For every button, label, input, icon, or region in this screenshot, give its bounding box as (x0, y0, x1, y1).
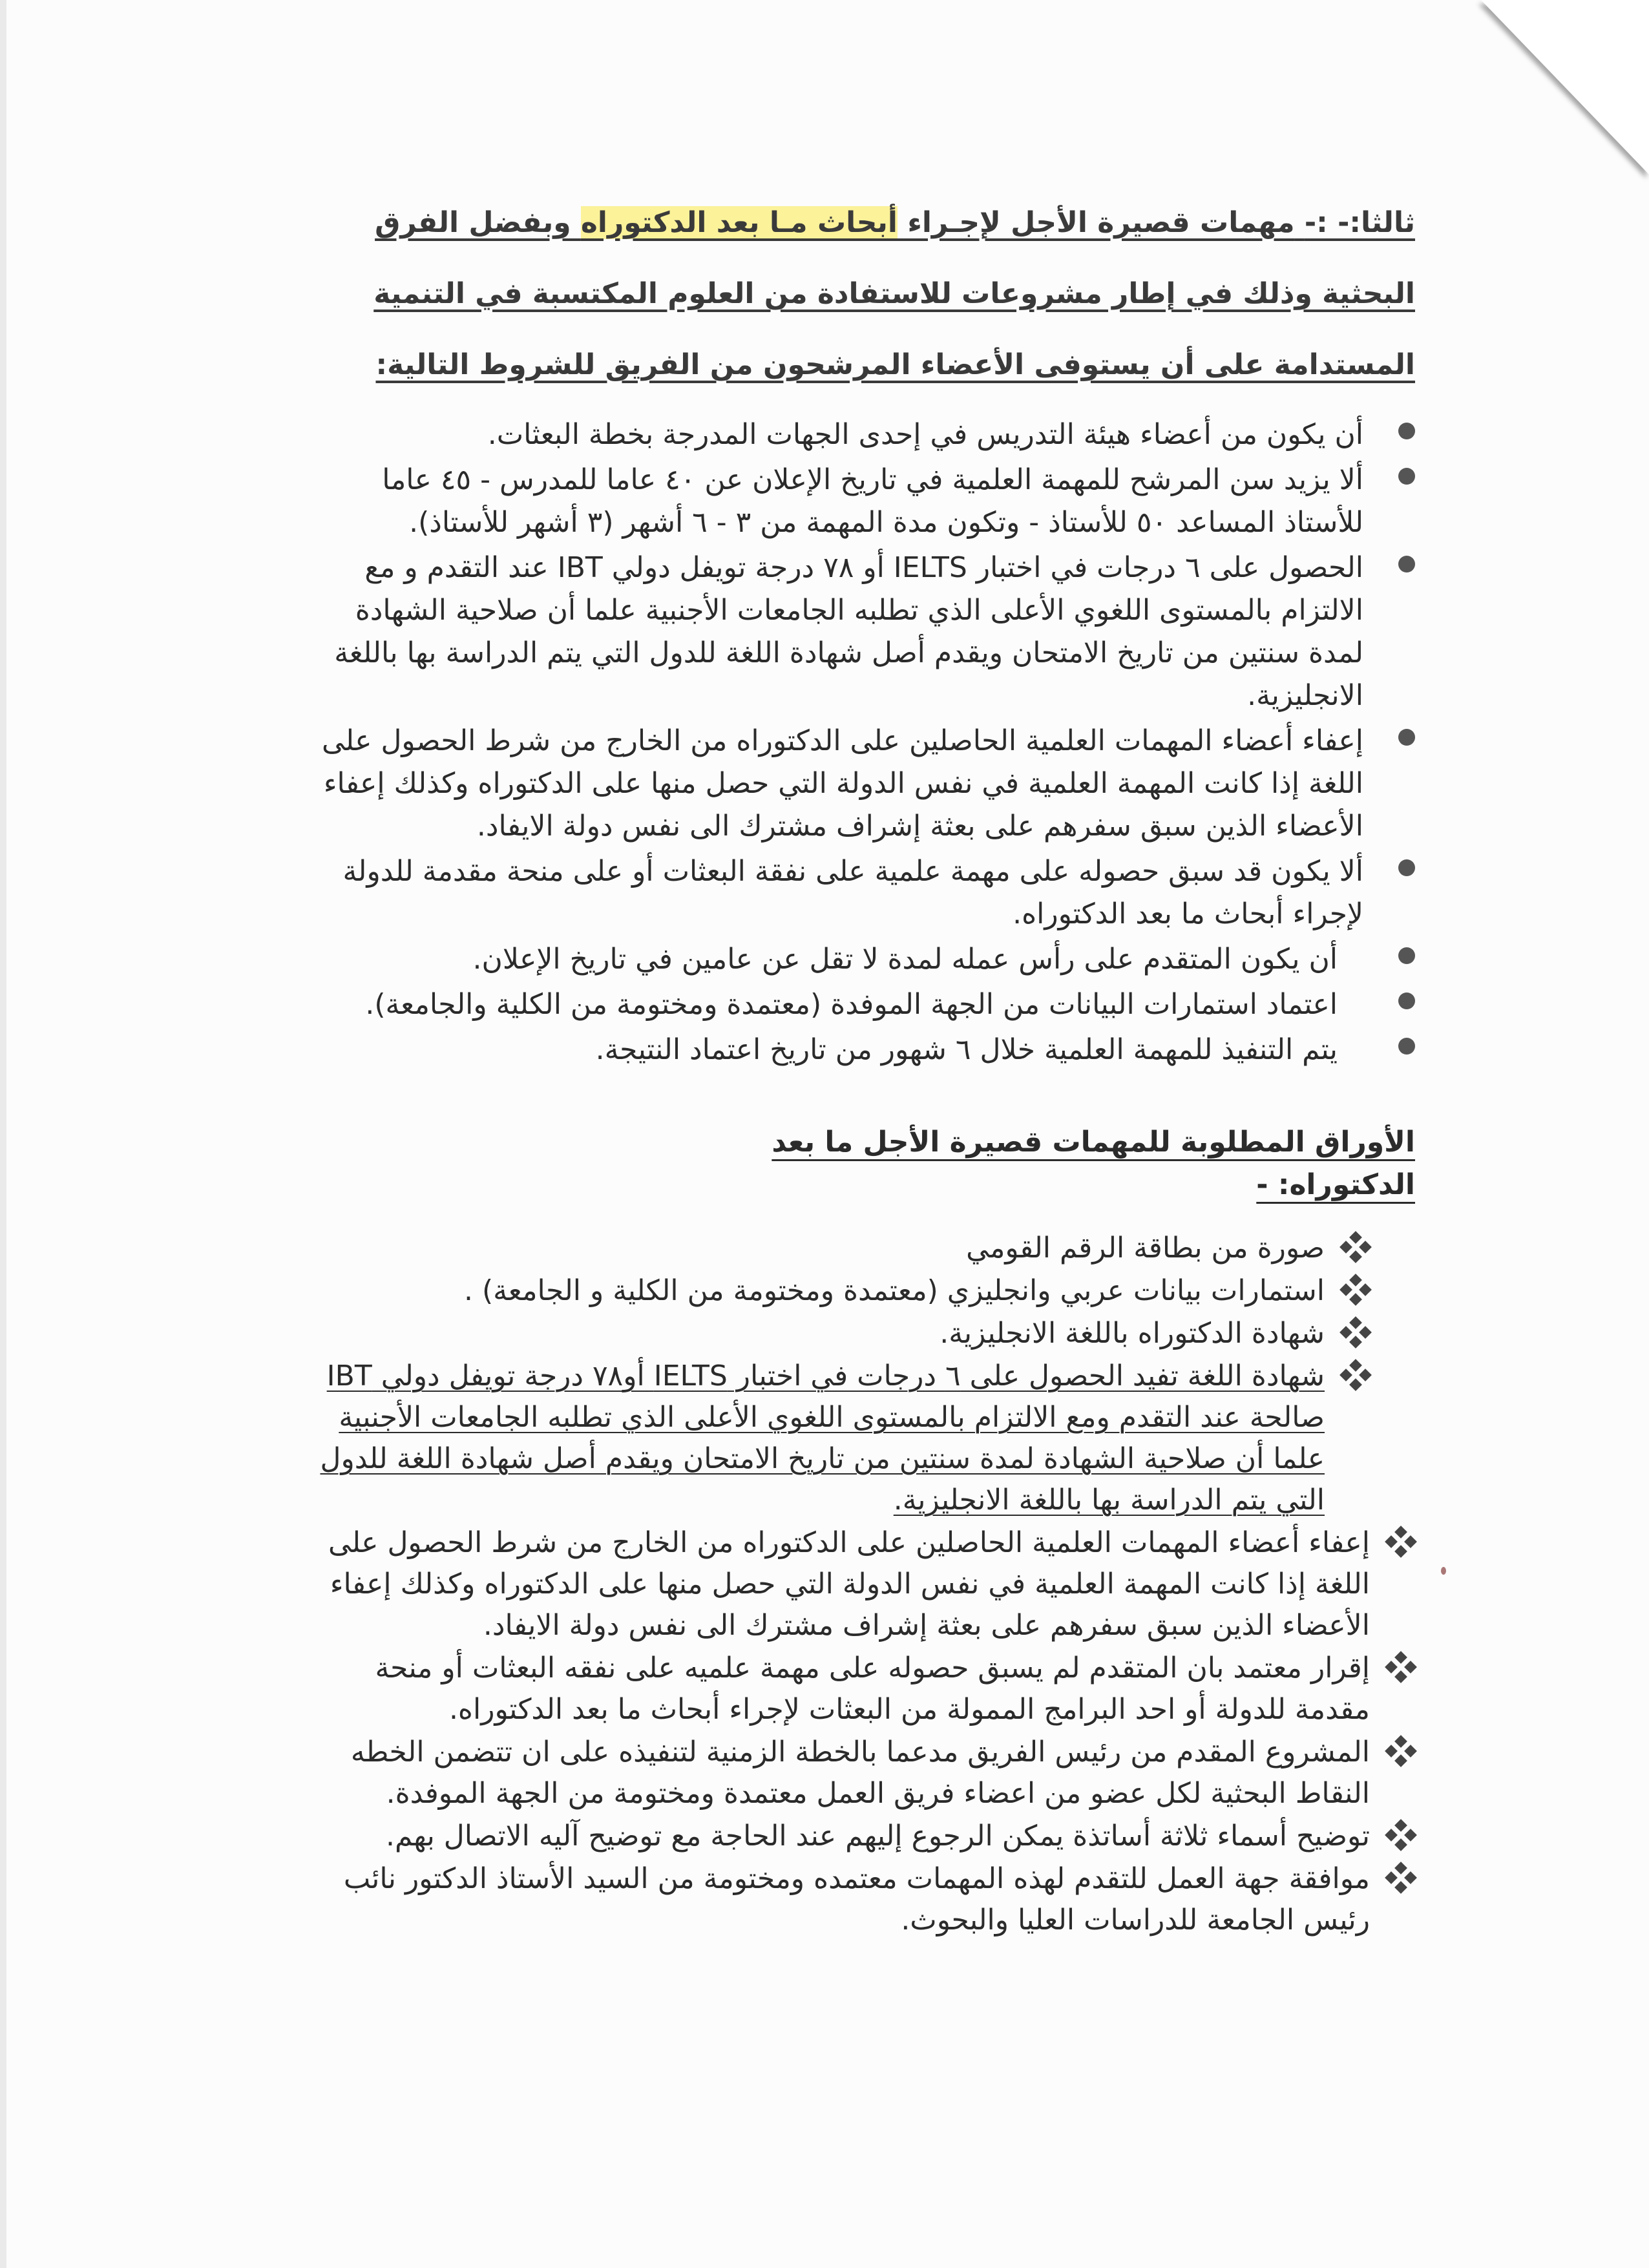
diamond-bullet-icon (1387, 1821, 1415, 1849)
requirement-text: يتم التنفيذ للمهمة العلمية خلال ٦ شهور من تاريخ اعتماد النتيجة. (595, 1033, 1338, 1066)
heading-line-2-text: البحثية وذلك في إطار مشروعات للاستفادة من العلوم المكتسبة في التنمية (373, 277, 1415, 310)
diamond-bullet-icon (1341, 1233, 1370, 1261)
document-text: إقرار معتمد بان المتقدم لم يسبق حصوله على مهمة علميه على نفقه البعثات أو منحة مقدمة للدولة أو احد البرامج الممولة من البعثات لإجراء أبحاث ما بعد الدكتوراه. (375, 1652, 1370, 1726)
bullet-icon (1398, 947, 1415, 964)
diamond-bullet-icon (1341, 1318, 1370, 1347)
heading-line-3 (362, 330, 1415, 401)
requirement-item (304, 850, 1415, 936)
requirement-item (304, 938, 1415, 981)
requirement-item (304, 414, 1415, 456)
document-text: توضيح أسماء ثلاثة أساتذة يمكن الرجوع إليهم عند الحاجة مع توضيح آليه الاتصال بهم. (386, 1820, 1370, 1853)
requirement-item (304, 1029, 1415, 1071)
document-item (304, 1522, 1415, 1646)
scan-edge (0, 0, 6, 2268)
requirement-item (304, 983, 1415, 1026)
document-text: شهادة الدكتوراه باللغة الانجليزية. (940, 1317, 1325, 1350)
requirement-text: ألا يزيد سن المرشح للمهمة العلمية في تاريخ الإعلان عن ٤٠ عاما للمدرس - ٤٥ عاما للأستاذ المساعد ٥٠ للأستاذ - وتكون مدة المهمة من ٣ - ٦ أشهر (٣ أشهر للأستاذ). (382, 463, 1363, 539)
bullet-icon (1398, 556, 1415, 572)
bullet-icon (1398, 729, 1415, 746)
heading-line-1-end: وبفضل الفرق (375, 206, 581, 239)
heading-line-1-start: مهمات قصيرة الأجل لإجـراء (898, 206, 1295, 239)
requirement-text: ألا يكون قد سبق حصوله على مهمة علمية على نفقة البعثات أو على منحة مقدمة للدولة لإجراء أبحاث ما بعد الدكتوراه. (342, 855, 1363, 930)
diamond-bullet-icon (1387, 1653, 1415, 1681)
document-item (304, 1356, 1415, 1521)
diamond-bullet-icon (1341, 1361, 1370, 1389)
bullet-icon (1398, 992, 1415, 1009)
folded-corner (1481, 0, 1649, 174)
document-text: صورة من بطاقة الرقم القومي (966, 1232, 1325, 1265)
heading-highlight: أبحاث مـا بعد الدكتوراه (580, 206, 898, 239)
requirement-text: الحصول على ٦ درجات في اختبار IELTS أو ٧٨ درجة تويفل دولي IBT عند التقدم و مع الالتزام بالمستوى اللغوي الأعلى الذي تطلبه الجامعات الأجنبية علما أن صلاحية الشهادة لمدة سنتين من تاريخ الامتحان ويقدم أصل شهادة اللغة للدول التي يتم الدراسة بها باللغة الانجليزية. (334, 551, 1363, 712)
diamond-bullet-icon (1387, 1528, 1415, 1556)
requirement-text: إعفاء أعضاء المهمات العلمية الحاصلين على الدكتوراه من الخارج من شرط الحصول على اللغة إذا كانت المهمة العلمية في نفس الدولة التي حصل منها على الدكتوراه وكذلك إعفاء الأعضاء الذين سبق سفرهم على بعثة إشراف مشترك الى نفس دولة الايفاد. (321, 724, 1363, 843)
document-item (304, 1732, 1415, 1814)
diamond-bullet-icon (1387, 1864, 1415, 1892)
scan-speck (1441, 1567, 1446, 1575)
bullet-icon (1398, 423, 1415, 439)
requirement-text: أن يكون المتقدم على رأس عمله لمدة لا تقل عن عامين في تاريخ الإعلان. (472, 943, 1338, 976)
section-heading (362, 187, 1415, 401)
document-item (304, 1270, 1415, 1312)
requirement-item (304, 720, 1415, 848)
requirement-item (304, 459, 1415, 544)
document-item (304, 1313, 1415, 1354)
requirement-text: اعتماد استمارات البيانات من الجهة الموفدة (معتمدة ومختومة من الكلية والجامعة). (365, 988, 1338, 1021)
heading-line-2 (362, 258, 1415, 330)
document-text: شهادة اللغة تفيد الحصول على ٦ درجات في اختبار IELTS أو٧٨ درجة تويفل دولي IBT صالحة عند التقدم ومع الالتزام بالمستوى اللغوي الأعلى الذي تطلبه الجامعات الأجنبية علما أن صلاحية الشهادة لمدة سنتين من تاريخ الامتحان ويقدم أصل شهادة اللغة للدول التي يتم الدراسة بها باللغة الانجليزية. (320, 1360, 1325, 1517)
requirement-item (304, 547, 1415, 717)
documents-list (304, 1228, 1415, 1942)
requirements-list (304, 414, 1415, 1074)
document-text: المشروع المقدم من رئيس الفريق مدعما بالخطة الزمنية لتنفيذه على ان تتضمن الخطه النقاط البحثية لكل عضو من اعضاء فريق العمل معتمدة ومختومة من الجهة الموفدة. (350, 1736, 1370, 1810)
document-text: استمارات بيانات عربي وانجليزي (معتمدة ومختومة من الكلية و الجامعة) . (464, 1274, 1325, 1307)
heading-line-3-text: المستدامة على أن يستوفى الأعضاء المرشحون من الفريق للشروط التالية: (375, 348, 1415, 381)
bullet-icon (1398, 1038, 1415, 1055)
requirement-text: أن يكون من أعضاء هيئة التدريس في إحدى الجهات المدرجة بخطة البعثات. (487, 418, 1363, 451)
heading-prefix: ثالثا:- :- (1304, 206, 1415, 239)
diamond-bullet-icon (1387, 1737, 1415, 1765)
document-item (304, 1816, 1415, 1857)
heading-line-1 (362, 187, 1415, 258)
bullet-icon (1398, 859, 1415, 876)
bullet-icon (1398, 468, 1415, 485)
document-item (304, 1228, 1415, 1269)
diamond-bullet-icon (1341, 1276, 1370, 1304)
document-item (304, 1648, 1415, 1730)
document-text: إعفاء أعضاء المهمات العلمية الحاصلين على الدكتوراه من الخارج من شرط الحصول على اللغة إذا كانت المهمة العلمية في نفس الدولة التي حصل منها على الدكتوراه وكذلك إعفاء الأعضاء الذين سبق سفرهم على بعثة إشراف مشترك الى نفس دولة الايفاد. (328, 1526, 1370, 1642)
required-papers-title: الأوراق المطلوبة للمهمات قصيرة الأجل ما بعد الدكتوراه: - (772, 1126, 1415, 1201)
document-text: موافقة جهة العمل للتقدم لهذه المهمات معتمده ومختومة من السيد الأستاذ الدكتور نائب رئيس الجامعة للدراسات العليا والبحوث. (343, 1862, 1370, 1937)
document-item (304, 1858, 1415, 1941)
